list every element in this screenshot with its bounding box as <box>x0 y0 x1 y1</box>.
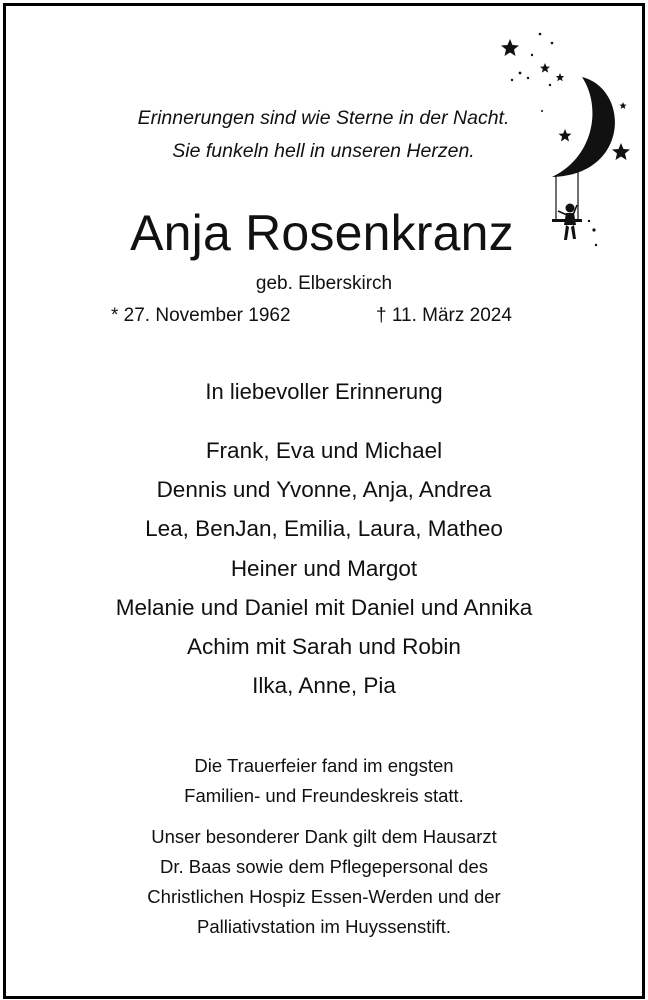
born-name <box>0 272 648 296</box>
mourner-line: Frank, Eva und Michael <box>205 438 443 463</box>
birth-date: * 27. November 1962 <box>111 305 291 326</box>
funeral-note-line: Die Trauerfeier fand im engsten <box>194 755 454 776</box>
deceased-name <box>0 203 648 263</box>
mourner-line: Heiner und Margot <box>230 555 418 581</box>
thanks-line: Palliativstation im Huyssenstift. <box>197 916 451 937</box>
thanks-line: Dr. Baas sowie dem Pflegepersonal des <box>159 856 489 877</box>
death-date: † 11. März 2024 <box>376 305 512 326</box>
thanks-line: Unser besonderer Dank gilt dem Hausarzt <box>151 826 497 847</box>
deceased-name-text: Anja Rosenkranz <box>130 205 514 261</box>
born-name-text: geb. Elberskirch <box>255 273 393 294</box>
mourner-line: Dennis und Yvonne, Anja, Andrea <box>156 477 492 503</box>
mourner-line: Lea, BenJan, Emilia, Laura, Matheo <box>145 516 503 542</box>
thanks-line: Christlichen Hospiz Essen-Werden und der <box>147 886 501 907</box>
quote-line: Sie funkeln hell in unseren Herzen. <box>172 140 475 162</box>
mourner-line: Ilka, Anne, Pia <box>252 673 396 699</box>
funeral-note-line: Familien- und Freundeskreis statt. <box>184 785 464 806</box>
funeral-note <box>0 751 648 811</box>
mourner-line: Achim mit Sarah und Robin <box>187 634 461 660</box>
quote-line: Erinnerungen sind wie Sterne in der Nacht. <box>137 107 510 129</box>
quote <box>0 102 648 168</box>
mourner-line: Melanie und Daniel mit Daniel und Annika <box>115 594 533 620</box>
thanks-note <box>0 822 648 942</box>
mourners-list <box>0 431 648 705</box>
memory-heading: In liebevoller Erinnerung <box>205 379 443 404</box>
